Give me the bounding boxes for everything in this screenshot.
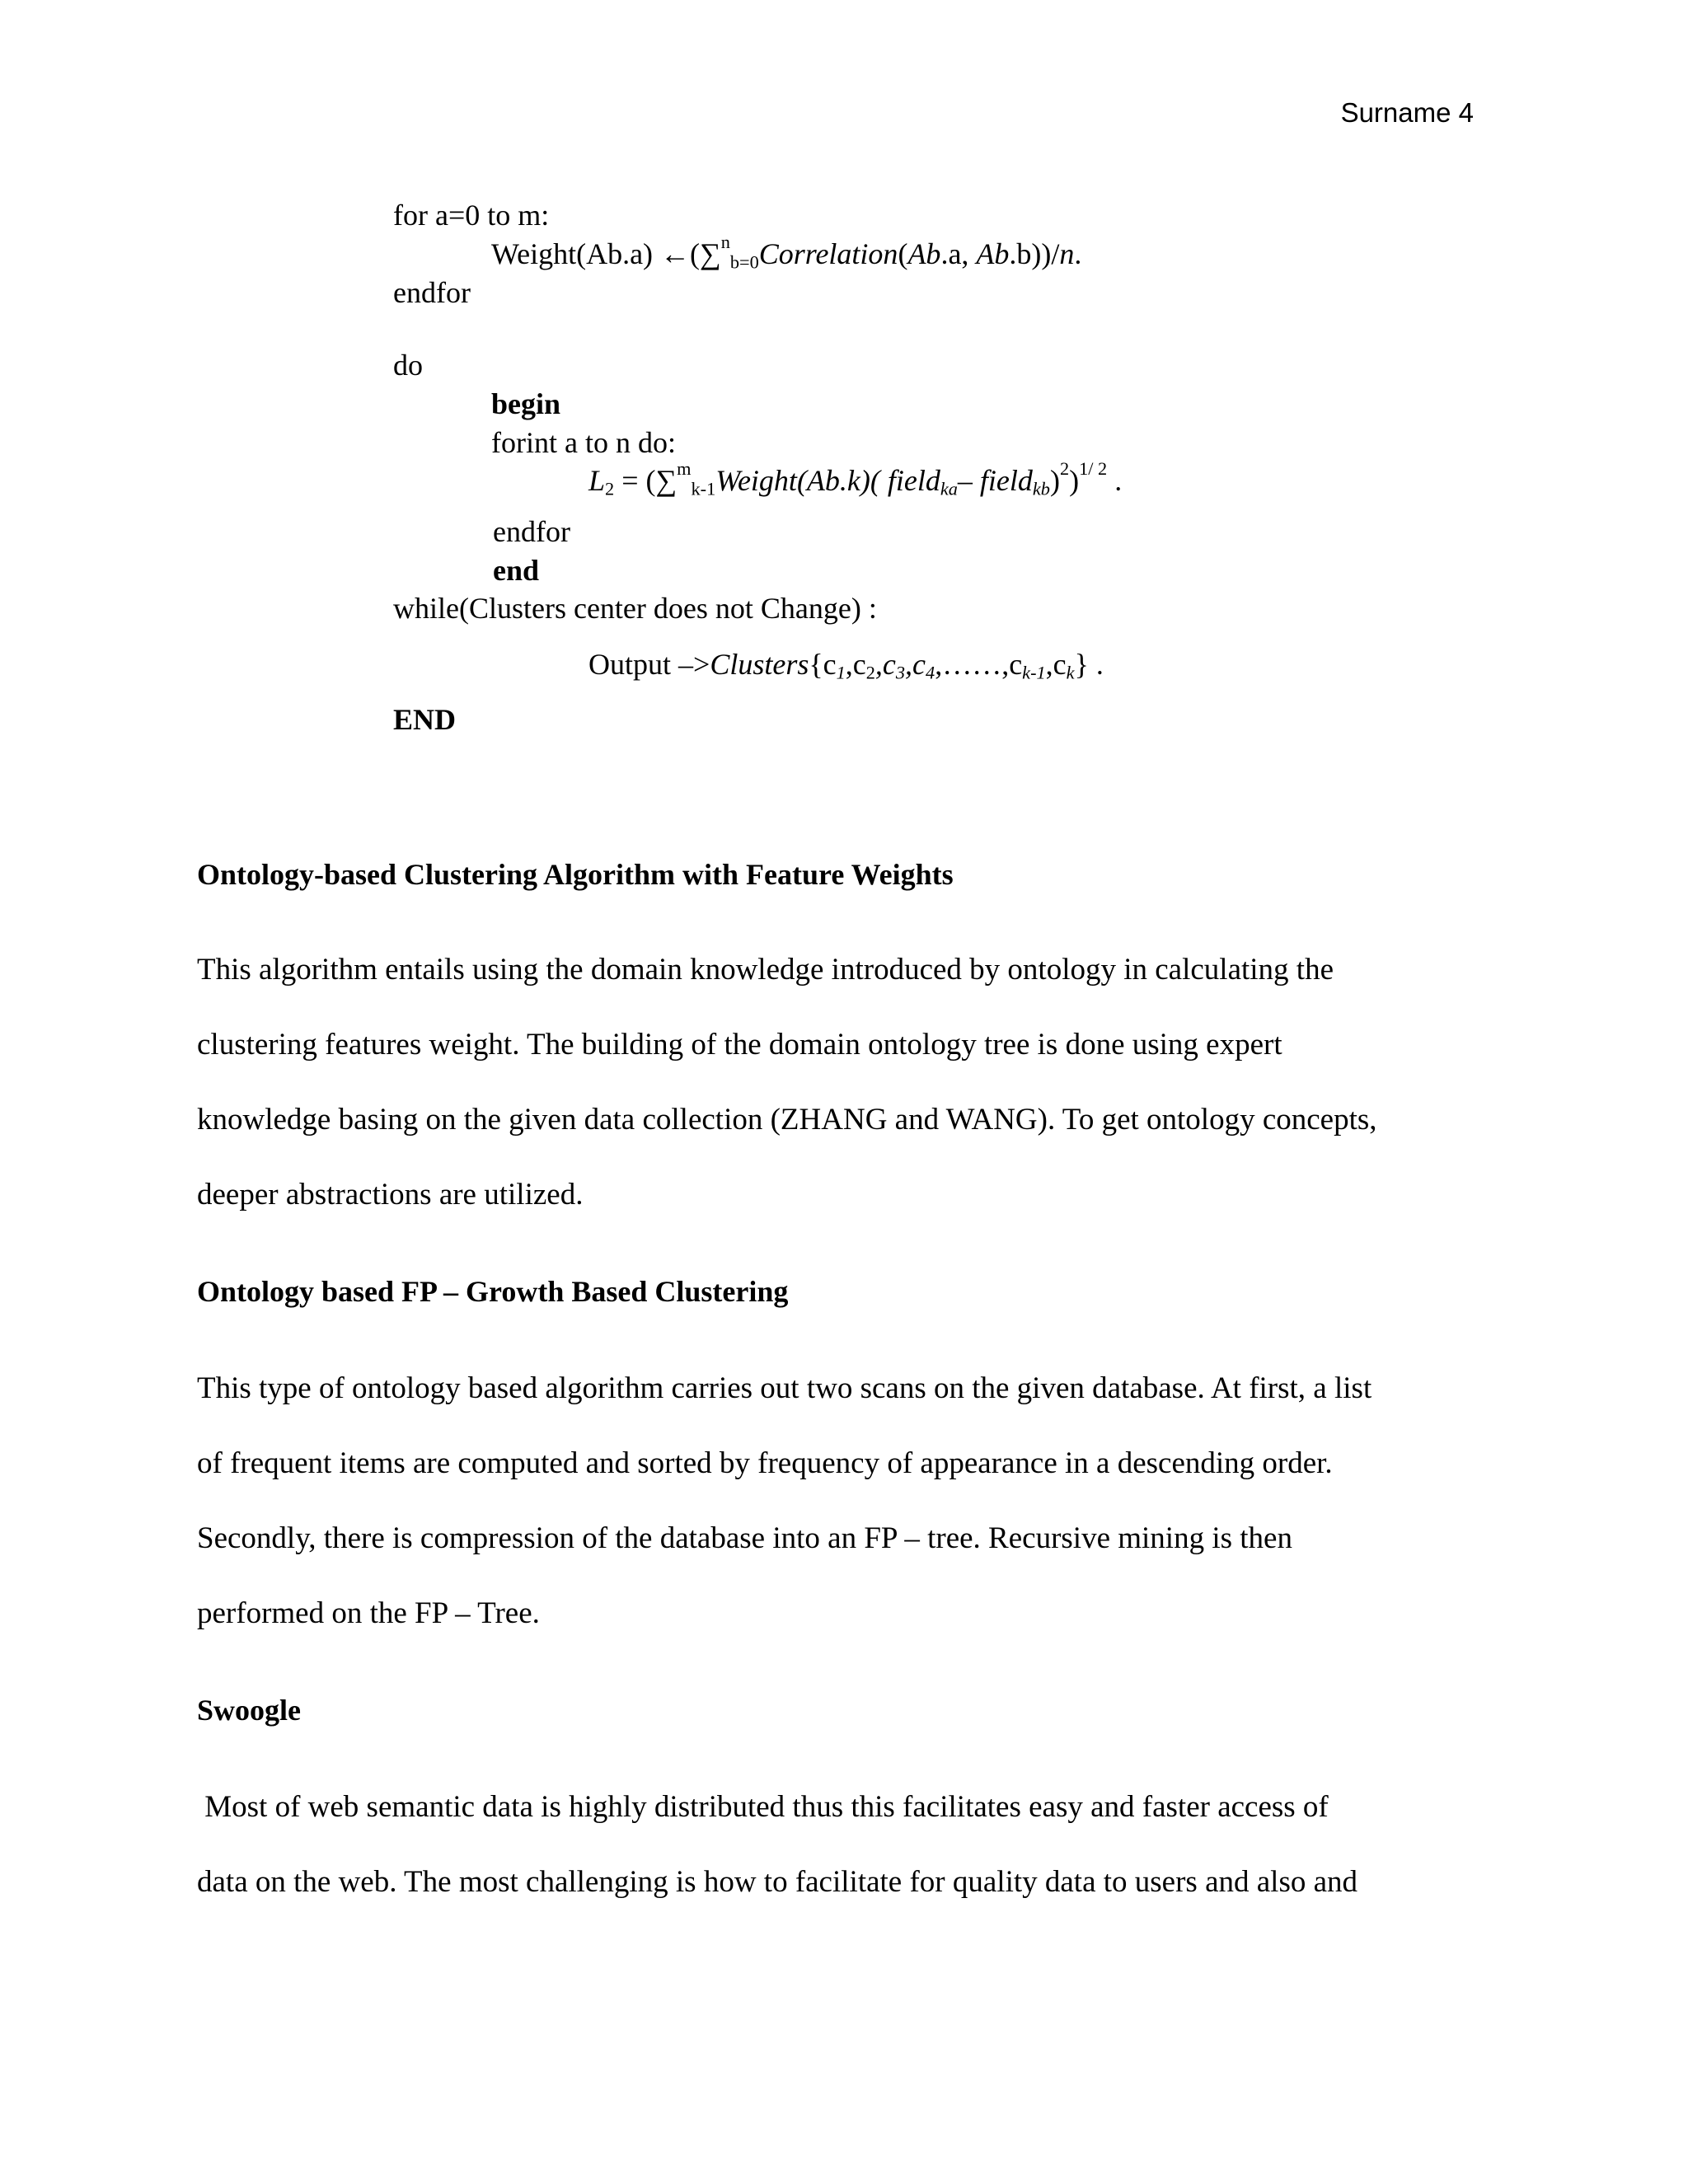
algo-endfor-1: endfor xyxy=(393,276,471,309)
algo-weight-formula xyxy=(491,232,1082,273)
l2-abk: (Ab.k)( field xyxy=(796,464,940,497)
section-heading-ontology-clustering: Ontology-based Clustering Algorithm with Feature Weights xyxy=(197,858,954,891)
output-prefix: Output –> xyxy=(588,648,710,681)
weight-sup: n xyxy=(720,232,730,253)
weight-prefix: Weight(Ab.a) ←(∑ xyxy=(491,237,721,270)
weight-n: n xyxy=(1059,237,1075,270)
algo-do: do xyxy=(393,349,423,382)
l2-L: L xyxy=(588,464,606,497)
c3-pre: ,c xyxy=(874,648,896,681)
algo-for-line: for a=0 to m: xyxy=(393,199,550,232)
c2-pre: ,c xyxy=(845,648,866,681)
l2-sub-2: 2 xyxy=(605,478,615,499)
section-heading-fp-growth: Ontology based FP – Growth Based Clustering xyxy=(197,1275,789,1308)
l2-eq: = (∑ xyxy=(614,464,678,497)
algo-l2-formula xyxy=(588,458,1123,499)
paragraph-line: deeper abstractions are utilized. xyxy=(197,1178,584,1212)
algo-endfor-2: endfor xyxy=(493,515,570,548)
algo-END: END xyxy=(393,703,457,736)
paragraph-line: This type of ontology based algorithm carries out two scans on the given database. At first, a list xyxy=(197,1371,1372,1405)
output-clusters: Clusters xyxy=(710,648,809,681)
paragraph-line: clustering features weight. The building of the domain ontology tree is done using expert xyxy=(197,1028,1282,1062)
section-heading-swoogle: Swoogle xyxy=(197,1694,301,1727)
l2-sup-m: m xyxy=(677,458,692,480)
algo-while: while(Clusters center does not Change) : xyxy=(393,592,877,625)
weight-ab2: Ab xyxy=(976,237,1010,270)
page-header-surname: Surname 4 xyxy=(1340,97,1474,128)
weight-tail: .b))/ xyxy=(1009,237,1060,270)
c4-pre: ,c xyxy=(905,648,926,681)
l2-sub-ka: ka xyxy=(940,478,958,499)
weight-correlation: Correlation xyxy=(758,237,898,270)
paragraph-line: knowledge basing on the given data collection (ZHANG and WANG). To get ontology concepts, xyxy=(197,1103,1377,1137)
output-dots: ,……,c xyxy=(935,648,1023,681)
ck-pre: ,c xyxy=(1045,648,1067,681)
paragraph-line: data on the web. The most challenging is how to facilitate for quality data to users and also and xyxy=(197,1865,1358,1899)
ck-sub: k xyxy=(1066,662,1075,683)
l2-weight: Weight xyxy=(715,464,797,497)
algo-begin: begin xyxy=(491,387,561,420)
l2-close: ) xyxy=(1049,464,1060,497)
c3-sub: 3 xyxy=(895,662,906,683)
paragraph-line: This algorithm entails using the domain knowledge introduced by ontology in calculating the xyxy=(197,953,1334,987)
weight-mid: .a, xyxy=(940,237,977,270)
weight-end: . xyxy=(1074,237,1082,270)
algo-forint: forint a to n do: xyxy=(491,426,676,459)
l2-sub-k: k-1 xyxy=(691,478,716,499)
l2-sup-half: 1/ 2 xyxy=(1079,458,1108,480)
ck1-sub: k-1 xyxy=(1022,662,1046,683)
c1-sub: 1 xyxy=(836,662,846,683)
l2-sup-2: 2 xyxy=(1059,458,1070,480)
paragraph-line: of frequent items are computed and sorted by frequency of appearance in a descending order. xyxy=(197,1446,1333,1480)
l2-close2: ) xyxy=(1069,464,1080,497)
algo-output xyxy=(588,648,1104,683)
output-end: } . xyxy=(1074,648,1104,681)
l2-end: . xyxy=(1107,464,1123,497)
paragraph-line: Most of web semantic data is highly distributed thus this facilitates easy and faster access of xyxy=(197,1790,1329,1824)
c4-sub: 4 xyxy=(926,662,935,683)
paragraph-line: Secondly, there is compression of the database into an FP – tree. Recursive mining is then xyxy=(197,1521,1292,1555)
weight-ab1: Ab xyxy=(907,237,941,270)
weight-sub: b=0 xyxy=(729,251,759,273)
paragraph-line: performed on the FP – Tree. xyxy=(197,1596,540,1630)
l2-minus: – field xyxy=(957,464,1033,497)
weight-open: ( xyxy=(898,237,908,270)
l2-sub-kb: kb xyxy=(1032,478,1050,499)
output-brace: {c xyxy=(809,648,837,681)
c2-sub: 2 xyxy=(865,662,875,683)
algo-end: end xyxy=(493,554,540,587)
